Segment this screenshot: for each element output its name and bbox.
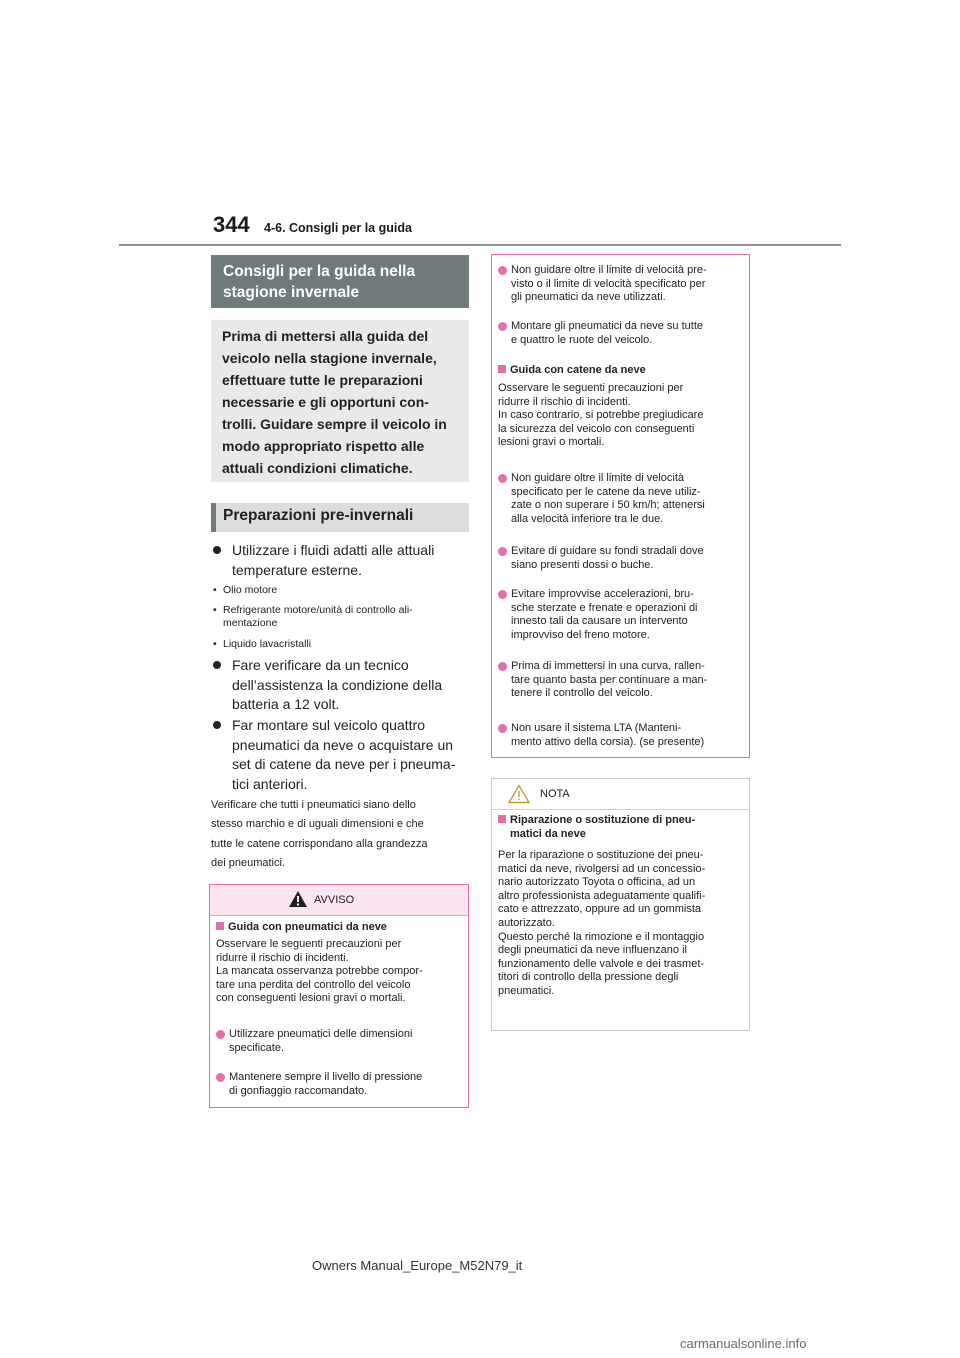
para-line: ridurre il rischio di incidenti. (216, 951, 349, 964)
bullet-battery (213, 656, 471, 715)
intro-box (211, 320, 469, 482)
bullet-line: visto o il limite di velocità specificato per (511, 277, 706, 290)
section-title: 4-6. Consigli per la guida (264, 221, 412, 235)
warning-bullet (498, 320, 745, 348)
bullet-line: Non usare il sistema LTA (Manteni- (511, 722, 682, 734)
page-number: 344 (213, 212, 250, 237)
bullet-line: Utilizzare i fluidi adatti alle attuali (232, 542, 435, 558)
fluid-line: Olio motore (223, 584, 278, 596)
watermark: carmanualsonline.info (680, 1336, 807, 1351)
bullet-line: dell’assistenza la condizione della (232, 676, 443, 693)
subheading-line: Riparazione o sostituzione di pneu- (510, 814, 696, 826)
warning-box (209, 884, 469, 1108)
bullet-line: gli pneumatici da neve utilizzati. (511, 291, 666, 304)
para-line: cato e attrezzato, oppure ad un gommista (498, 903, 702, 916)
warning-box-title-bar (210, 885, 468, 916)
warning-triangle-icon (288, 890, 308, 908)
warning-bullet (216, 1071, 464, 1099)
warning-subheading (216, 920, 464, 934)
bullet-line: batteria a 12 volt. (232, 696, 340, 712)
pink-dot-icon (216, 1030, 225, 1039)
bullet-line: zate o non superare i 50 km/h; attenersi (511, 499, 705, 512)
small-bullet-mark: • (213, 604, 217, 616)
fluid-line: mentazione (223, 617, 278, 629)
bullet-line: mento attivo della corsia). (se presente) (511, 735, 705, 748)
bullet-line: specificato per le catene da neve utiliz- (511, 485, 701, 498)
bullet-line: Prima di immettersi in una curva, rallen- (511, 660, 705, 672)
bullet-line: tici anteriori. (232, 775, 308, 792)
verify-line: stesso marchio e di uguali dimensioni e che (211, 818, 424, 831)
warning-bullet (498, 588, 745, 644)
pink-dot-icon (498, 724, 507, 733)
bullet-line: specificate. (229, 1041, 285, 1054)
bullet-line: di gonfiaggio raccomandato. (229, 1084, 368, 1097)
intro-line: Prima di mettersi alla guida del (222, 328, 429, 344)
bullet-line: siano presenti dossi o buche. (511, 558, 654, 571)
para-line: ridurre il rischio di incidenti. (498, 395, 631, 408)
pink-dot-icon (498, 590, 507, 599)
para-line: tare una perdita del controllo del veicolo (216, 978, 411, 991)
intro-line: modo appropriato rispetto alle (222, 438, 425, 454)
note-box-title-bar (492, 779, 749, 810)
fluid-line: Refrigerante motore/unità di controllo ali- (223, 604, 413, 616)
header-divider (119, 244, 841, 246)
bullet-line: alla velocità inferiore tra le due. (511, 512, 664, 525)
para-line: Osservare le seguenti precauzioni per (216, 938, 402, 950)
caution-triangle-icon (508, 784, 530, 804)
para-line: In caso contrario, si potrebbe pregiudicare (498, 409, 704, 422)
intro-line: effettuare tutte le preparazioni (222, 372, 423, 388)
pink-dot-icon (498, 474, 507, 483)
para-line: funzionamento delle valvole e dei trasmet- (498, 957, 705, 970)
intro-line: attuali condizioni climatiche. (222, 460, 413, 476)
bullet-line: e quattro le ruote del veicolo. (511, 333, 653, 346)
intro-line: veicolo nella stagione invernale, (222, 350, 437, 366)
para-line: lesioni gravi o mortali. (498, 436, 605, 449)
bullet-line: set di catene da neve per i pneuma- (232, 756, 456, 772)
warning-paragraph (216, 938, 464, 1006)
bullet-line: temperature esterne. (232, 561, 362, 578)
warning-subheading (498, 363, 745, 377)
verify-paragraph (211, 796, 471, 873)
fluid-item (213, 638, 473, 651)
intro-line: necessarie e gli opportuni con- (222, 394, 429, 410)
bullet-line: Utilizzare pneumatici delle dimensioni (229, 1028, 413, 1040)
bullet-line: sche sterzate e frenate e operazioni di (511, 601, 698, 614)
para-line: autorizzato. (498, 916, 555, 929)
warning-bullet (216, 1028, 464, 1056)
warning-box-title: AVVISO (314, 894, 355, 906)
subheading-text: Guida con pneumatici da neve (228, 921, 387, 933)
pink-dot-icon (498, 322, 507, 331)
para-line: titori di controllo della pressione degli (498, 971, 679, 984)
bullet-snow-tires (213, 716, 471, 794)
warning-bullet (498, 264, 745, 306)
para-line: Per la riparazione o sostituzione dei pneu- (498, 849, 704, 861)
bullet-fluids (213, 541, 471, 581)
small-bullet-mark: • (213, 584, 217, 596)
square-bullet-icon (498, 815, 506, 823)
para-line: matici da neve, rivolgersi ad un concessio- (498, 862, 706, 875)
subheading-text: Guida con catene da neve (510, 364, 646, 376)
bullet-line: Fare verificare da un tecnico (232, 657, 409, 673)
note-box (491, 778, 750, 1031)
bullet-line: tenere il controllo del veicolo. (511, 687, 653, 700)
fluid-item (213, 584, 473, 597)
bullet-dot-icon (213, 661, 221, 669)
warning-paragraph (498, 382, 745, 450)
warning-bullet (498, 660, 745, 702)
warning-bullet (498, 472, 745, 528)
warning-bullet (498, 545, 745, 573)
bullet-line: Montare gli pneumatici da neve su tutte (511, 320, 704, 332)
bullet-line: improvviso del freno motore. (511, 628, 650, 641)
para-line: Osservare le seguenti precauzioni per (498, 382, 684, 394)
bullet-line: Far montare sul veicolo quattro (232, 717, 425, 733)
warning-box-continued (491, 254, 750, 758)
note-subheading (498, 813, 745, 841)
winter-driving-heading: Consigli per la guida nella stagione invernale (211, 255, 469, 308)
para-line: altro professionista adeguatamente qualifi- (498, 889, 706, 902)
bullet-line: pneumatici da neve o acquistare un (232, 736, 454, 753)
note-paragraph (498, 849, 745, 999)
bullet-dot-icon (213, 546, 221, 554)
para-line: La mancata osservanza potrebbe compor- (216, 965, 423, 978)
para-line: la sicurezza del veicolo con conseguenti (498, 422, 695, 435)
bullet-dot-icon (213, 721, 221, 729)
small-bullet-mark: • (213, 638, 217, 650)
pink-dot-icon (216, 1073, 225, 1082)
note-box-title: NOTA (540, 788, 570, 800)
pink-dot-icon (498, 266, 507, 275)
para-line: degli pneumatici da neve influenzano il (498, 944, 687, 957)
para-line: con conseguenti lesioni gravi o mortali. (216, 992, 406, 1005)
pre-winter-heading: Preparazioni pre-invernali (211, 503, 469, 532)
bullet-line: tare quanto basta per continuare a man- (511, 673, 708, 686)
warning-bullet (498, 722, 745, 750)
manual-footer: Owners Manual_Europe_M52N79_it (312, 1258, 523, 1273)
subheading-line: matici da neve (510, 828, 586, 840)
fluid-item (213, 604, 473, 630)
para-line: Questo perché la rimozione e il montaggio (498, 930, 705, 943)
para-line: nario autorizzato Toyota o officina, ad un (498, 876, 696, 889)
para-line: pneumatici. (498, 984, 555, 997)
verify-line: Verificare che tutti i pneumatici siano dello (211, 799, 416, 811)
bullet-line: Non guidare oltre il limite di velocità pre- (511, 264, 707, 276)
fluid-line: Liquido lavacristalli (223, 638, 312, 650)
square-bullet-icon (498, 365, 506, 373)
intro-line: trolli. Guidare sempre il veicolo in (222, 416, 447, 432)
bullet-line: Non guidare oltre il limite di velocità (511, 472, 685, 484)
pink-dot-icon (498, 662, 507, 671)
bullet-line: Evitare improvvise accelerazioni, bru- (511, 588, 694, 600)
verify-line: tutte le catene corrispondano alla grandezza (211, 837, 428, 850)
bullet-line: Mantenere sempre il livello di pressione (229, 1071, 423, 1083)
bullet-line: Evitare di guidare su fondi stradali dove (511, 545, 704, 557)
square-bullet-icon (216, 922, 224, 930)
verify-line: dei pneumatici. (211, 856, 285, 869)
pink-dot-icon (498, 547, 507, 556)
bullet-line: innesto tali da causare un intervento (511, 615, 688, 628)
